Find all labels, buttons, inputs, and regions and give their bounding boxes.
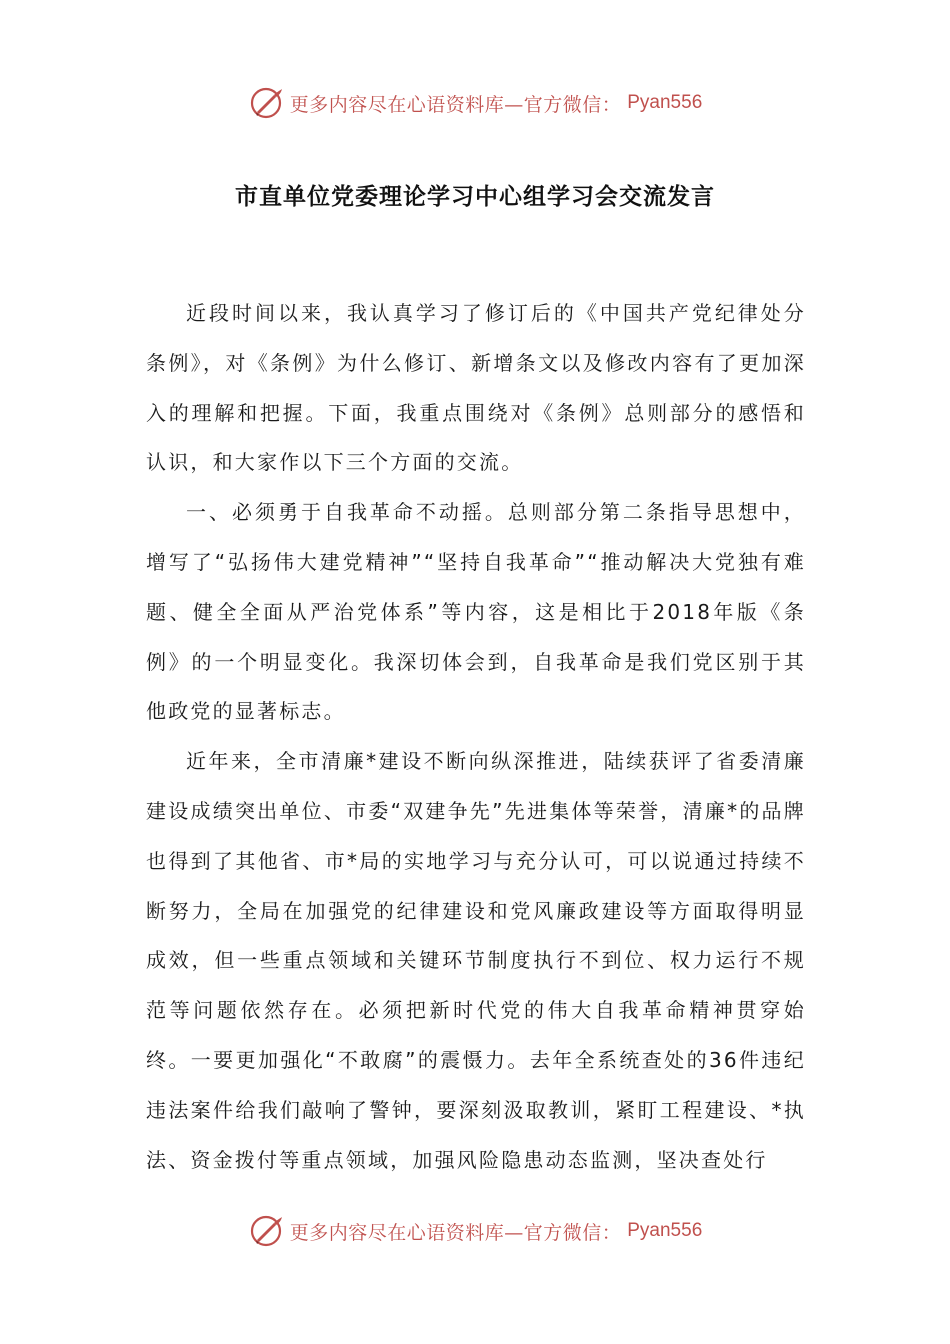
watermark-brand: Pyan556 bbox=[627, 1220, 703, 1241]
watermark-text: 更多内容尽在心语资料库—官方微信： bbox=[289, 1221, 622, 1244]
watermark-brand: Pyan556 bbox=[627, 92, 703, 113]
paragraph-intro: 近段时间以来，我认真学习了修订后的《中国共产党纪律处分条例》，对《条例》为什么修订、新增条文以及修改内容有了更加深入的理解和把握。下面，我重点围绕对《条例》总则部分的感悟和认识，和大家作以下三个方面的交流。 bbox=[146, 301, 806, 475]
document-title: 市直单位党委理论学习中心组学习会交流发言 bbox=[235, 184, 715, 210]
watermark-text: 更多内容尽在心语资料库—官方微信： bbox=[289, 93, 622, 116]
header-watermark bbox=[0, 83, 950, 123]
document-body bbox=[146, 289, 806, 1185]
footer-watermark bbox=[0, 1211, 950, 1251]
paragraph-section-one: 一、必须勇于自我革命不动摇。总则部分第二条指导思想中，增写了“弘扬伟大建党精神”“坚持自我革命”“推动解决大党独有难题、健全全面从严治党体系”等内容，这是相比于2018年版《条例》的一个明显变化。我深切体会到，自我革命是我们党区别于其他政党的显著标志。 bbox=[146, 500, 806, 724]
paragraph-recent-years: 近年来，全市清廉*建设不断向纵深推进，陆续获评了省委清廉建设成绩突出单位、市委“双建争先”先进集体等荣誉，清廉*的品牌也得到了其他省、市*局的实地学习与充分认可，可以说通过持续不断努力，全局在加强党的纪律建设和党风廉政建设等方面取得明显成效，但一些重点领域和关键环节制度执行不到位、权力运行不规范等问题依然存在。必须把新时代党的伟大自我革命精神贯穿始终。一要更加强化“不敢腐”的震慑力。去年全系统查处的36件违纪违法案件给我们敲响了警钟，要深刻汲取教训，紧盯工程建设、*执法、资金拨付等重点领域，加强风险隐患动态监测，坚决查处行 bbox=[146, 749, 806, 1172]
quill-logo-icon bbox=[248, 1213, 284, 1249]
quill-logo-icon bbox=[248, 85, 284, 121]
